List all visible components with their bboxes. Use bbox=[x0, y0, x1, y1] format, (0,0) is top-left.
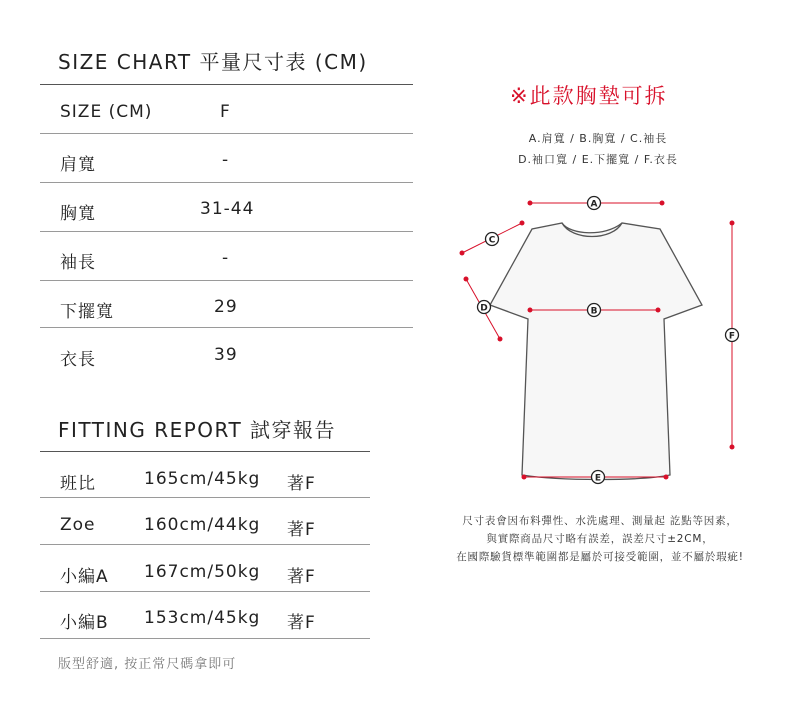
tshirt-measurement-diagram bbox=[440, 185, 760, 490]
size-row-divider bbox=[40, 327, 413, 328]
fitting-size: 著F bbox=[287, 567, 316, 587]
disclaimer-line3: 在國際驗貨標準範圍都是屬於可接受範圍，並不屬於瑕疵! bbox=[456, 551, 744, 563]
fitting-stats: 167cm/50kg bbox=[144, 562, 261, 582]
size-row-divider bbox=[40, 182, 413, 183]
measure-d-line bbox=[464, 277, 503, 342]
measurement-legend-line2: D.袖口寬 / E.下擺寬 / F.衣長 bbox=[518, 153, 678, 166]
marker-b: B bbox=[590, 306, 598, 317]
fitting-size: 著F bbox=[287, 520, 316, 540]
marker-c: C bbox=[488, 235, 496, 246]
fitting-report-title: FITTING REPORT 試穿報告 bbox=[58, 418, 337, 442]
size-header-value: F bbox=[220, 102, 231, 122]
size-row-value: - bbox=[222, 150, 230, 170]
size-row-label: 胸寬 bbox=[60, 204, 96, 224]
fitting-name: 班比 bbox=[60, 474, 96, 494]
measure-f-line bbox=[726, 221, 739, 450]
removable-pad-notice: ※此款胸墊可拆 bbox=[510, 84, 668, 108]
fitting-stats: 160cm/44kg bbox=[144, 515, 261, 535]
size-row-divider bbox=[40, 231, 413, 232]
size-row-divider bbox=[40, 133, 413, 134]
tshirt-outline bbox=[490, 223, 702, 480]
marker-a: A bbox=[590, 199, 598, 210]
fitting-stats: 165cm/45kg bbox=[144, 469, 261, 489]
disclaimer-line2: 與實際商品尺寸略有誤差，誤差尺寸±2CM， bbox=[486, 533, 714, 545]
marker-f: F bbox=[728, 331, 736, 342]
marker-d: D bbox=[480, 303, 488, 314]
measure-a-line bbox=[528, 197, 665, 210]
fitting-row-divider bbox=[40, 638, 370, 639]
fitting-row-divider bbox=[40, 591, 370, 592]
fitting-size: 著F bbox=[287, 613, 316, 633]
size-row-label: 肩寬 bbox=[60, 155, 96, 175]
size-row-label: 衣長 bbox=[60, 350, 96, 370]
fitting-stats: 153cm/45kg bbox=[144, 608, 261, 628]
size-chart-title: SIZE CHART 平量尺寸表 (CM) bbox=[58, 50, 368, 74]
size-row-value: 31-44 bbox=[200, 199, 255, 219]
size-row-label: 袖長 bbox=[60, 253, 96, 273]
size-row-label: 下擺寬 bbox=[60, 302, 114, 322]
fitting-row-divider bbox=[40, 497, 370, 498]
fitting-name: 小編A bbox=[60, 567, 109, 587]
fitting-size: 著F bbox=[287, 474, 316, 494]
fitting-name: Zoe bbox=[60, 515, 96, 535]
disclaimer-line1: 尺寸表會因布料彈性、水洗處理、測量起 訖點等因素， bbox=[462, 515, 738, 527]
size-chart-top-divider bbox=[40, 84, 413, 85]
fitting-note: 版型舒適, 按正常尺碼拿即可 bbox=[58, 657, 237, 672]
fitting-name: 小編B bbox=[60, 613, 109, 633]
size-row-divider bbox=[40, 280, 413, 281]
size-row-value: - bbox=[222, 248, 230, 268]
measure-c-line bbox=[460, 221, 525, 256]
size-row-value: 29 bbox=[214, 297, 238, 317]
marker-e: E bbox=[594, 473, 602, 484]
size-row-value: 39 bbox=[214, 345, 238, 365]
fitting-top-divider bbox=[40, 451, 370, 452]
measurement-legend-line1: A.肩寬 / B.胸寬 / C.袖長 bbox=[528, 132, 668, 145]
fitting-row-divider bbox=[40, 544, 370, 545]
size-header-label: SIZE (CM) bbox=[60, 102, 153, 122]
